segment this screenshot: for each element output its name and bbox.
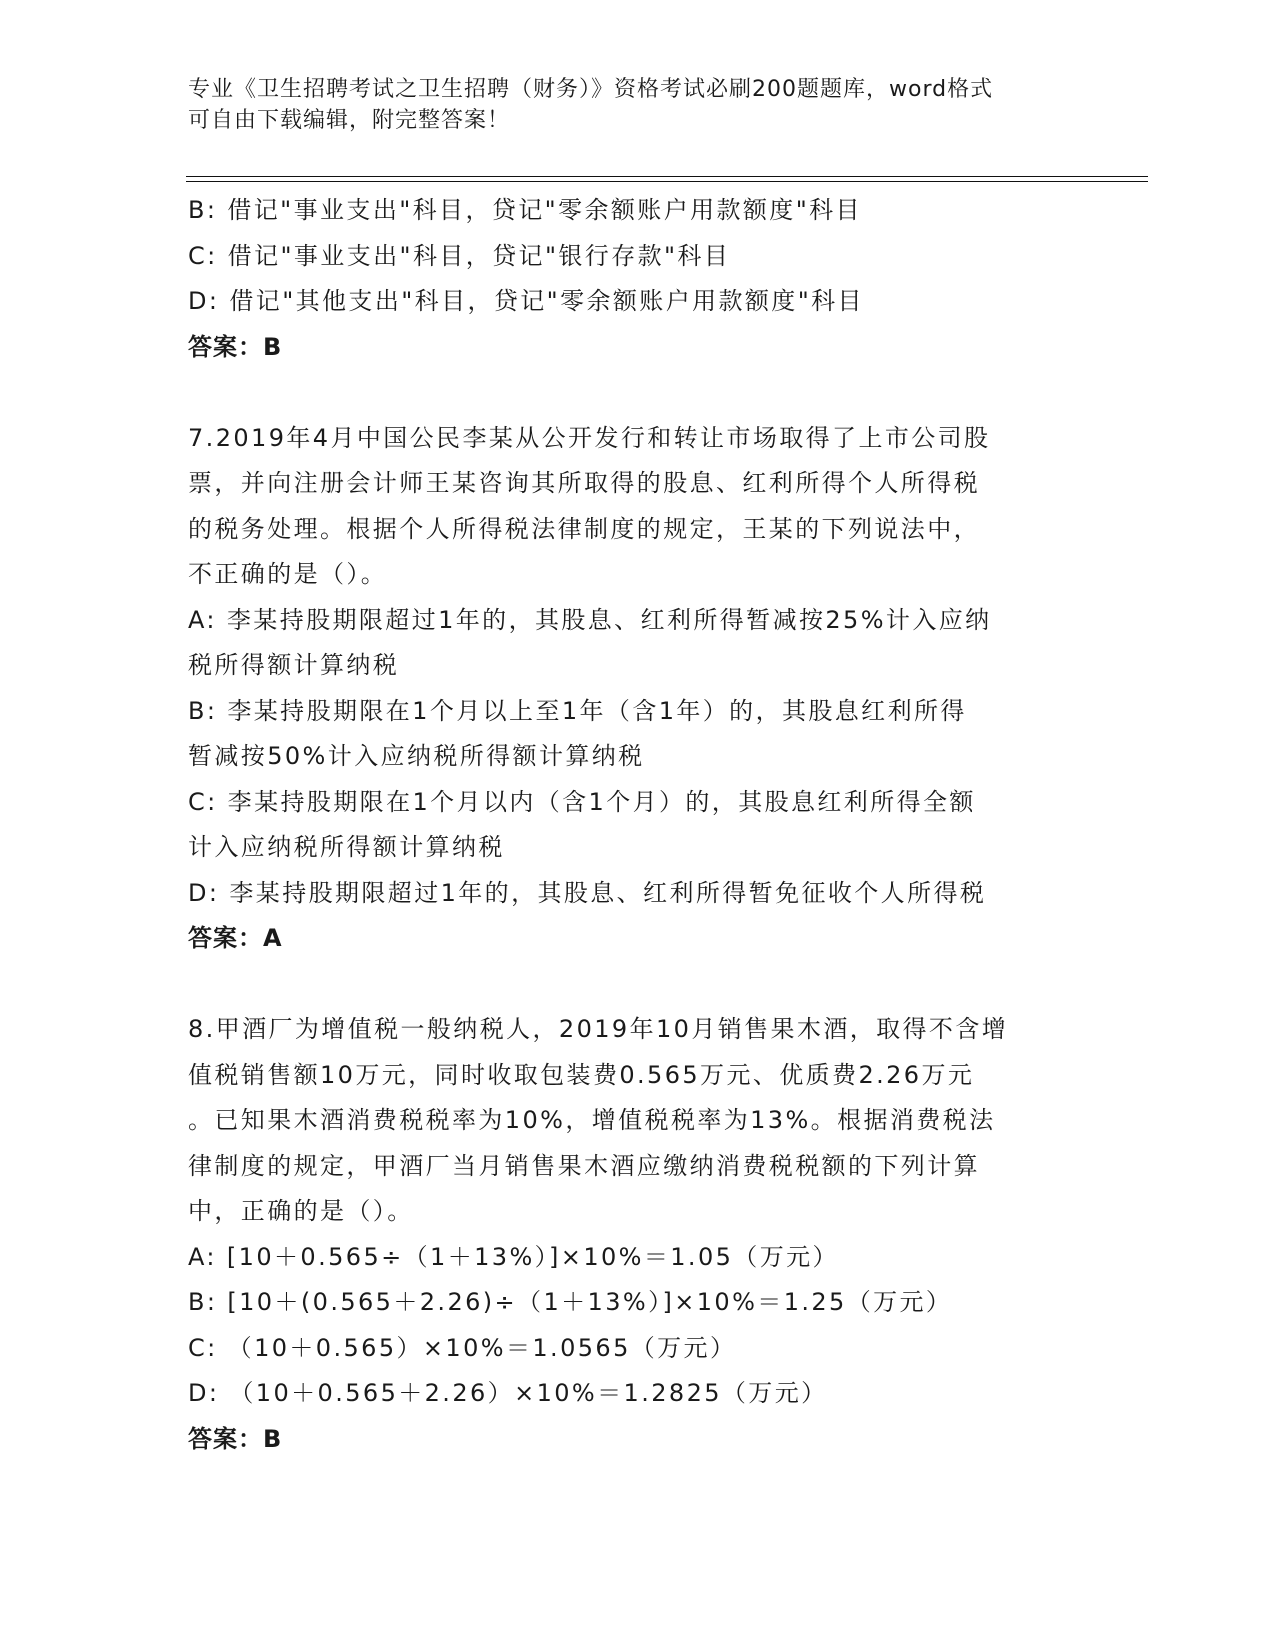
question-7-option-line: C: 李某持股期限在1个月以内（含1个月）的，其股息红利所得全额 xyxy=(188,787,976,816)
question-8-stem-line: 8.甲酒厂为增值税一般纳税人，2019年10月销售果木酒，取得不含增 xyxy=(188,1015,1009,1043)
question-8-option-a: A: [10＋0.565÷（1＋13%）]×10%＝1.05（万元） xyxy=(188,1242,839,1271)
header-divider-thin xyxy=(186,181,1148,182)
document-body xyxy=(188,188,1078,1462)
question-8-stem-line: 。已知果木酒消费税税率为10%，增值税税率为13%。根据消费税法 xyxy=(188,1106,996,1134)
question-7-option-line: D: 李某持股期限超过1年的，其股息、红利所得暂免征收个人所得税 xyxy=(188,878,987,907)
question-7-stem-line: 的税务处理。根据个人所得税法律制度的规定，王某的下列说法中， xyxy=(188,514,980,543)
question-8-option-d: D: （10＋0.565＋2.26）×10%＝1.2825（万元） xyxy=(188,1379,828,1407)
header-title-line-2: 可自由下载编辑，附完整答案！ xyxy=(188,108,511,133)
question-8-option-c: C: （10＋0.565）×10%＝1.0565（万元） xyxy=(188,1333,737,1362)
question-8-answer: 答案：B xyxy=(188,1424,283,1453)
spacer xyxy=(188,962,1078,1008)
question-7-stem-line: 不正确的是（）。 xyxy=(188,560,388,588)
question-7-option-line: 暂减按50%计入应纳税所得额计算纳税 xyxy=(188,742,645,770)
question-8 xyxy=(188,1007,1078,1462)
question-6-tail xyxy=(188,188,1078,370)
question-6-option-c: C: 借记"事业支出"科目，贷记"银行存款"科目 xyxy=(188,241,731,270)
question-6-option-b: B: 借记"事业支出"科目，贷记"零余额账户用款额度"科目 xyxy=(188,196,862,224)
spacer xyxy=(188,370,1078,416)
question-7-option-line: A: 李某持股期限超过1年的，其股息、红利所得暂减按25%计入应纳 xyxy=(188,605,992,634)
document-header xyxy=(188,74,1078,136)
question-7 xyxy=(188,416,1078,962)
question-6-option-d: D: 借记"其他支出"科目，贷记"零余额账户用款额度"科目 xyxy=(188,287,864,315)
question-7-option-line: 税所得额计算纳税 xyxy=(188,651,400,679)
question-8-stem-line: 律制度的规定，甲酒厂当月销售果木酒应缴纳消费税税额的下列计算 xyxy=(188,1151,980,1180)
question-7-option-line: B: 李某持股期限在1个月以上至1年（含1年）的，其股息红利所得 xyxy=(188,696,967,725)
question-7-answer: 答案：A xyxy=(188,924,283,952)
question-8-stem-line: 值税销售额10万元，同时收取包装费0.565万元、优质费2.26万元 xyxy=(188,1060,975,1089)
header-divider-thick xyxy=(186,176,1148,177)
header-title-line-1: 专业《卫生招聘考试之卫生招聘（财务）》资格考试必刷200题题库，word格式 xyxy=(188,77,994,102)
question-6-answer: 答案：B xyxy=(188,332,283,361)
question-7-stem-line: 7.2019年4月中国公民李某从公开发行和转让市场取得了上市公司股 xyxy=(188,423,991,452)
question-7-stem-line: 票，并向注册会计师王某咨询其所取得的股息、红利所得个人所得税 xyxy=(188,469,980,497)
question-8-stem-line: 中，正确的是（）。 xyxy=(188,1197,414,1225)
question-8-option-b: B: [10＋(0.565＋2.26)÷（1＋13%）]×10%＝1.25（万元） xyxy=(188,1288,953,1316)
question-7-option-line: 计入应纳税所得额计算纳税 xyxy=(188,833,505,861)
